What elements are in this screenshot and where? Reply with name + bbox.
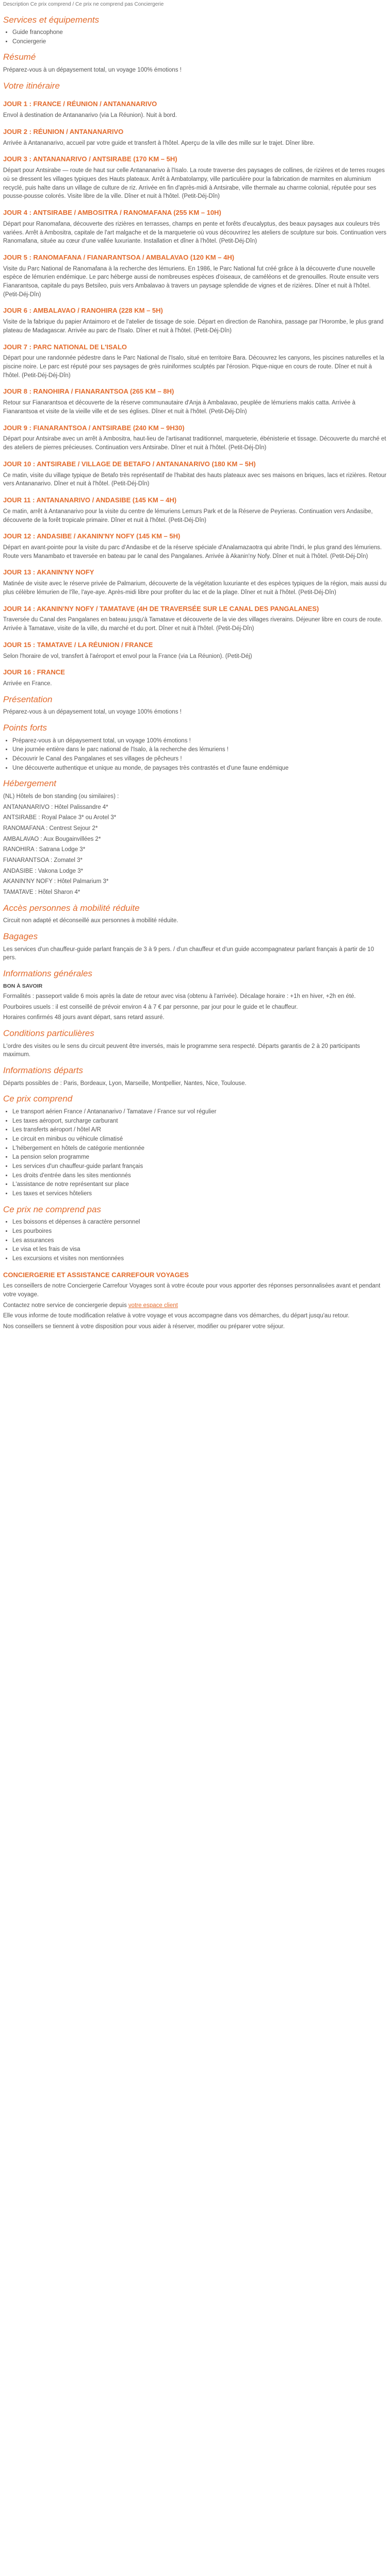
day-text: Arrivée en France.	[3, 681, 52, 687]
presentation-title: Présentation	[3, 694, 53, 704]
inclus-list	[3, 1108, 388, 1198]
inclus-title: Ce prix comprend	[3, 1094, 73, 1104]
day-title: JOUR 16 : FRANCE	[3, 668, 65, 676]
infos-subtitle: BON À SAVOIR	[3, 982, 43, 989]
day-text: Départ en avant-pointe pour la visite du parc d'Andasibe et de la réserve spéciale d'Analamazaotra qui abrite l'Indri, le plus grand des lémuriens. Route vers Manambato et traversée en bateau par le canal des Pangalanes. Arrivée à Akanin'ny Nofy. Dîner et nuit à l'hôtel. (Petit-Déj-Dîn)	[3, 545, 382, 560]
list-item: • Découvrir le Canal des Pangalanes et ses villages de pêcheurs !	[12, 755, 388, 764]
hebergement-intro: (NL) Hôtels de bon standing (ou similaires) :	[3, 793, 119, 800]
day-title: JOUR 10 : ANTSIRABE / VILLAGE DE BETAFO / ANTANANARIVO (180 KM – 5H)	[3, 460, 256, 468]
infos-title: Informations générales	[3, 969, 92, 979]
services-list	[3, 28, 388, 46]
day-text: Arrivée à Antananarivo, accueil par votre guide et transfert à l'hôtel. Aperçu de la ville des mille sur le trajet. Dîner libre.	[3, 140, 315, 146]
day-title: JOUR 4 : ANTSIRABE / AMBOSITRA / RANOMAFANA (255 KM – 10H)	[3, 209, 221, 216]
points-title: Points forts	[3, 723, 47, 733]
itinerary-title: Votre itinéraire	[3, 80, 60, 91]
non-inclus-list	[3, 1218, 388, 1263]
breadcrumb: Description Ce prix comprend / Ce prix ne comprend pas Conciergerie	[3, 2, 164, 7]
hotels-list	[3, 803, 388, 897]
list-item: • L'assistance de notre représentant sur place	[12, 1180, 388, 1189]
day-title: JOUR 9 : FIANARANTSOA / ANTSIRABE (240 KM – 9H30)	[3, 423, 185, 432]
list-item: • L'hébergement en hôtels de catégorie mentionnée	[12, 1144, 388, 1153]
list-item: • Guide francophone	[12, 28, 388, 37]
list-item: RANOMAFANA : Centrest Sejour 2*	[3, 825, 98, 832]
list-item: • Préparez-vous à un dépaysement total, un voyage 100% émotions !	[12, 737, 388, 745]
concierge-text: Elle vous informe de toute modification relative à votre voyage et vous accompagne dans vos démarches, du départ jusqu'au retour.	[3, 1313, 350, 1319]
concierge-contact	[3, 1301, 388, 1310]
non-inclus-title: Ce prix ne comprend pas	[3, 1204, 101, 1214]
day-title: JOUR 6 : AMBALAVAO / RANOHIRA (228 KM – 5H)	[3, 307, 163, 315]
list-item: • Conciergerie	[12, 38, 388, 46]
day-text: Retour sur Fianarantsoa et découverte de la réserve communautaire d'Anja à Ambalavao, peuplée de lémuriens makis catta. Arrivée à Fianarantsoa et visite de la vieille ville et de ses églises. Dîner et nuit à l'hôtel. (Petit-Déj-Dîn)	[3, 400, 355, 415]
list-item: AMBALAVAO : Aux Bougainvillées 2*	[3, 836, 101, 842]
list-item: ANTSIRABE : Royal Palace 3* ou Arotel 3*	[3, 815, 117, 821]
concierge-text: Nos conseillers se tiennent à votre disposition pour vous aider à réserver, modifier ou préparer votre séjour.	[3, 1324, 285, 1330]
infos-depart-text: Départs possibles de : Paris, Bordeaux, Lyon, Marseille, Montpellier, Nantes, Nice, Toulouse.	[3, 1080, 247, 1087]
day-title: JOUR 13 : AKANIN'NY NOFY	[3, 568, 94, 577]
list-item: • Les boissons et dépenses à caractère personnel	[12, 1218, 388, 1227]
day-text: Ce matin, arrêt à Antananarivo pour la visite du centre de lémuriens Lemurs Park et de la Réserve de Peyrieras. Continuation vers Andasibe, découverte de la forêt tropicale primaire. Dîner et nuit à l'hôtel. (Petit-Déj-Dîn)	[3, 508, 373, 523]
list-item: • Les taxes et services hôteliers	[12, 1190, 388, 1198]
day-text: Envol à destination de Antananarivo (via La Réunion). Nuit à bord.	[3, 112, 177, 119]
day-title: JOUR 7 : PARC NATIONAL DE L'ISALO	[3, 343, 127, 351]
day-title: JOUR 2 : RÉUNION / ANTANANARIVO	[3, 127, 124, 135]
day-text: Visite de la fabrique du papier Antaimoro et de l'atelier de tissage de soie. Départ en direction de Ranohira, passage par l'Horombe, le plus grand plateau de Madagascar. Arrivée au parc de l'Isalo. Dîner et nuit à l'hôtel. (Petit-Déj-Dîn)	[3, 319, 384, 334]
acces-text: Circuit non adapté et déconseillé aux personnes à mobilité réduite.	[3, 918, 178, 924]
list-item: • Les excursions et visites non mentionnées	[12, 1255, 388, 1263]
list-item: • Une journée entière dans le parc national de l'Isalo, à la recherche des lémuriens !	[12, 745, 388, 754]
day-title: JOUR 3 : ANTANANARIVO / ANTSIRABE (170 KM – 5H)	[3, 155, 177, 163]
concierge-text: Contactez notre service de conciergerie depuis	[3, 1302, 127, 1309]
resume-title: Résumé	[3, 52, 36, 62]
list-item: • Les transferts aéroport / hôtel A/R	[12, 1126, 388, 1134]
list-item: FIANARANTSOA : Zomatel 3*	[3, 857, 83, 864]
services-title: Services et équipements	[3, 14, 100, 25]
infos-text: Horaires confirmés 48 jours avant départ, sans retard assuré.	[3, 1014, 165, 1021]
day-text: Départ pour Ranomafana, découverte des rizières en terrasses, champs en pente et forêts d'eucalyptus, des beaux paysages aux couleurs très variées. Arrêt à Ambositra, capitale de l'art malgache et de la marqueterie où vous découvrirez les ateliers de sculpture sur bois. Continuation vers Ranomafana, située au cœur d'une vallée luxuriante. Installation et dîner à l'hôtel. (Petit-Déj-Dîn)	[3, 221, 387, 245]
infos-text: Pourboires usuels : il est conseillé de prévoir environ 4 à 7 € par personne, par jour pour le guide et le chauffeur.	[3, 1004, 298, 1010]
conditions-title: Conditions particulières	[3, 1028, 94, 1038]
day-text: Départ pour Antsirabe avec un arrêt à Ambositra, haut-lieu de l'artisanat traditionnel, marqueterie, ébénisterie et tissage. Découverte du marché et des ateliers de pierres précieuses. Continuation vers Antsirabe. Dîner et nuit à l'hôtel. (Petit-Déj-Dîn)	[3, 436, 386, 451]
day-title: JOUR 11 : ANTANANARIVO / ANDASIBE (145 KM – 4H)	[3, 496, 177, 504]
day-text: Départ pour une randonnée pédestre dans le Parc National de l'Isalo, situé en territoire Bara. Découvrez les canyons, les piscines naturelles et la piscine noire. Le parc est réputé pour ses paysages de grès ruiniformes sculptés par l'érosion. Pique-nique en cours de route. Dîner et nuit à l'hôtel. (Petit-Déj-Déj-Dîn)	[3, 355, 384, 379]
day-text: Départ pour Antsirabe — route de haut sur celle Antananarivo à l'Isalo. La route traverse des paysages de collines, de rizières et de terres rouges où se dressent les villages typiques des Hauts plateaux. Arrêt à Ambatolampy, ville particulière pour la fabrication de marmites en aluminium recyclé, puis halte dans un village de culture de riz. Arrivée en fin d'après-midi à Antsirabe, ville thermale au charme colonial, réputée pour ses pousse-pousse colorés. Visite libre de la ville. Dîner et nuit à l'hôtel. (Petit-Déj-Dîn)	[3, 167, 385, 200]
day-title: JOUR 12 : ANDASIBE / AKANIN'NY NOFY (145 KM – 5H)	[3, 532, 181, 540]
list-item: ANTANANARIVO : Hôtel Palissandre 4*	[3, 804, 108, 810]
conditions-text: L'ordre des visites ou le sens du circuit peuvent être inversés, mais le programme sera respecté. Départs garantis de 2 à 20 participants maximum.	[3, 1043, 360, 1058]
list-item: • Les services d'un chauffeur-guide parlant français	[12, 1162, 388, 1171]
list-item: AKANIN'NY NOFY : Hôtel Palmarium 3*	[3, 878, 109, 885]
list-item: • Le circuit en minibus ou véhicule climatisé	[12, 1135, 388, 1144]
resume-text: Préparez-vous à un dépaysement total, un voyage 100% émotions !	[3, 67, 182, 74]
client-space-link[interactable]: votre espace client	[128, 1302, 178, 1309]
concierge-text: Les conseillers de notre Conciergerie Carrefour Voyages sont à votre écoute pour vous apporter des réponses personnalisées avant et pendant votre voyage.	[3, 1283, 381, 1298]
infos-text: Formalités : passeport valide 6 mois après la date de retour avec visa (obtenu à l'arrivée). Décalage horaire : +1h en hiver, +2h en été.	[3, 993, 356, 999]
list-item: • Les droits d'entrée dans les sites mentionnés	[12, 1172, 388, 1180]
day-text: Traversée du Canal des Pangalanes en bateau jusqu'à Tamatave et découverte de la vie des villages riverains. Déjeuner libre en cours de route. Arrivée à Tamatave, visite de la ville, du marché et du port. Dîner et nuit à l'hôtel. (Petit-Déj-Dîn)	[3, 617, 383, 632]
hebergement-title: Hébergement	[3, 778, 57, 789]
list-item: • Les taxes aéroport, surcharge carburant	[12, 1117, 388, 1126]
bagages-text: Les services d'un chauffeur-guide parlant français de 3 à 9 pers. / d'un chauffeur et d'un guide accompagnateur parlant français à partir de 10 pers.	[3, 946, 374, 961]
presentation-text: Préparez-vous à un dépaysement total, un voyage 100% émotions !	[3, 709, 182, 716]
day-title: JOUR 14 : AKANIN'NY NOFY / TAMATAVE (4H DE TRAVERSÉE SUR LE CANAL DES PANGALANES)	[3, 604, 319, 613]
list-item: • Les pourboires	[12, 1227, 388, 1236]
bagages-title: Bagages	[3, 931, 38, 942]
itinerary	[3, 99, 388, 688]
list-item: • La pension selon programme	[12, 1153, 388, 1162]
list-item: • Une découverte authentique et unique au monde, de paysages très contrastés et d'une faune endémique	[12, 764, 388, 773]
day-title: JOUR 8 : RANOHIRA / FIANARANTSOA (265 KM – 8H)	[3, 387, 174, 396]
list-item: • Le transport aérien France / Antananarivo / Tamatave / France sur vol régulier	[12, 1108, 388, 1116]
acces-title: Accès personnes à mobilité réduite	[3, 903, 140, 913]
points-list	[3, 737, 388, 773]
day-text: Visite du Parc National de Ranomafana à la recherche des lémuriens. En 1986, le Parc National fut créé grâce à la découverte d'une nouvelle espèce de lémurien endémique. Le parc héberge aussi de nombreuses espèces d'oiseaux, de caméléons et de grenouilles. Route ensuite vers Fianarantsoa, capitale du pays Betsileo, puis vers Ambalavao à travers un paysage splendide de vignes et de rizières. Dîner et nuit à l'hôtel. (Petit-Déj-Dîn)	[3, 265, 379, 298]
concierge-title: CONCIERGERIE ET ASSISTANCE CARREFOUR VOYAGES	[3, 1270, 189, 1279]
day-text: Selon l'horaire de vol, transfert à l'aéroport et envol pour la France (via La Réunion). (Petit-Déj)	[3, 653, 252, 659]
day-text: Matinée de visite avec le réserve privée de Palmarium, découverte de la végétation luxuriante et des espèces typiques de la région, mais aussi du plus célèbre lémurien de l'île, l'aye-aye. Après-midi libre pour profiter du lac et de la plage. Dîner et nuit à l'hôtel. (Petit-Déj-Dîn)	[3, 581, 387, 596]
day-title: JOUR 5 : RANOMAFANA / FIANARANTSOA / AMBALAVAO (120 KM – 4H)	[3, 253, 235, 261]
list-item: TAMATAVE : Hôtel Sharon 4*	[3, 889, 80, 896]
list-item: • Le visa et les frais de visa	[12, 1245, 388, 1254]
list-item: ANDASIBE : Vakona Lodge 3*	[3, 868, 84, 874]
day-text: Ce matin, visite du village typique de Betafo très représentatif de l'habitat des hauts plateaux avec ses maisons en briques, lacs et rizières. Retour vers Antananarivo. Dîner et nuit à l'hôtel. (Petit-Déj-Dîn)	[3, 472, 387, 487]
list-item: • Les assurances	[12, 1236, 388, 1245]
list-item: RANOHIRA : Satrana Lodge 3*	[3, 846, 86, 853]
day-title: JOUR 15 : TAMATAVE / LA RÉUNION / FRANCE	[3, 640, 153, 649]
day-title: JOUR 1 : FRANCE / RÉUNION / ANTANANARIVO	[3, 100, 157, 108]
infos-depart-title: Informations départs	[3, 1065, 83, 1075]
